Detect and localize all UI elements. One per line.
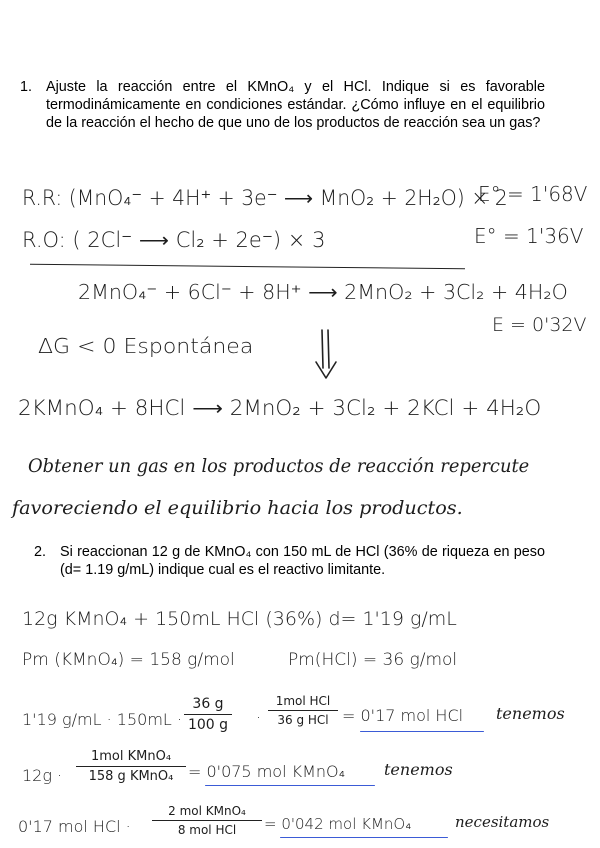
down-arrow-icon [312,328,340,380]
given-data: 12g KMnO₄ + 150mL HCl (36%) d= 1'19 g/mL [22,608,457,630]
calc2-start: 12g · [22,766,63,785]
calc1-result: = 0'17 mol HCl [342,706,464,725]
calc3-tail: necesitamos [455,813,550,831]
gibbs-conclusion: ΔG < 0 Espontánea [38,334,254,358]
conclusion-line-1: Obtener un gas en los productos de reacción repercute [28,455,530,477]
calc3-fraction-num: 2 mol KMnO₄ [168,804,246,818]
calc1-fraction-molar-num: 1mol HCl [275,694,331,708]
oxidation-half-reaction: R.O: ( 2Cl⁻ ⟶ Cl₂ + 2e⁻) × 3 [22,228,326,252]
ionic-equation: 2MnO₄⁻ + 6Cl⁻ + 8H⁺ ⟶ 2MnO₂ + 3Cl₂ + 4H₂O [78,280,568,304]
calc3-fraction-den: 8 mol HCl [177,823,237,837]
calc1-fraction-percent-num: 36 g [192,696,224,712]
fraction-bar [184,714,232,715]
calc1-fraction-percent [184,696,232,733]
question-1-text: Ajuste la reacción entre el KMnO₄ y el HCl. Indique si es favorable termodinámicamente en condiciones estándar. ¿Cómo influye en el equilibrio de la reacción el hecho de que uno de los productos de reacción sea un gas? [46,79,545,131]
calc2-result-underline [205,785,375,786]
calc1-fraction-molar [268,694,338,727]
question-2-text: Si reaccionan 12 g de KMnO₄ con 150 mL de HCl (36% de riqueza en peso (d= 1.19 g/mL) indique cual es el reactivo limitante. [60,544,545,578]
fraction-bar [152,820,262,821]
fraction-bar [268,710,338,711]
calc1-dot: · [256,708,262,727]
calc2-fraction [76,749,186,784]
calc1-result-underline [360,731,484,732]
reduction-potential: E° = 1'68V [478,182,588,206]
calc2-fraction-num: 1mol KMnO₄ [90,749,172,764]
oxidation-potential: E° = 1'36V [474,224,584,248]
question-1-number: 1. [20,79,33,95]
calc1-tail: tenemos [496,704,565,723]
calc3-result: = 0'042 mol KMnO₄ [264,815,412,833]
calc3-result-underline [280,837,448,838]
calc1-fraction-percent-den: 100 g [187,717,229,733]
calc2-result: = 0'075 mol KMnO₄ [188,762,346,781]
calc2-tail: tenemos [384,760,453,779]
molar-mass-kmno4: Pm (KMnO₄) = 158 g/mol [22,650,235,670]
question-2 [20,543,545,579]
calc1-fraction-molar-den: 36 g HCl [277,713,329,727]
calc2-fraction-den: 158 g KMnO₄ [88,769,174,784]
molecular-equation: 2KMnO₄ + 8HCl ⟶ 2MnO₂ + 3Cl₂ + 2KCl + 4H₂O [18,396,542,420]
molar-mass-hcl: Pm(HCl) = 36 g/mol [288,650,458,670]
reduction-half-reaction: R.R: (MnO₄⁻ + 4H⁺ + 3e⁻ ⟶ MnO₂ + 2H₂O) × 2 [22,186,508,210]
question-1 [20,78,545,132]
fraction-bar [76,766,186,767]
cell-potential: E = 0'32V [492,314,587,336]
sum-line [30,264,465,270]
calc1-start: 1'19 g/mL · 150mL · [22,710,182,729]
calc3-start: 0'17 mol HCl · [18,817,131,836]
conclusion-line-2: favoreciendo el equilibrio hacia los productos. [12,497,463,519]
question-2-number: 2. [34,544,47,560]
calc3-fraction [152,804,262,837]
